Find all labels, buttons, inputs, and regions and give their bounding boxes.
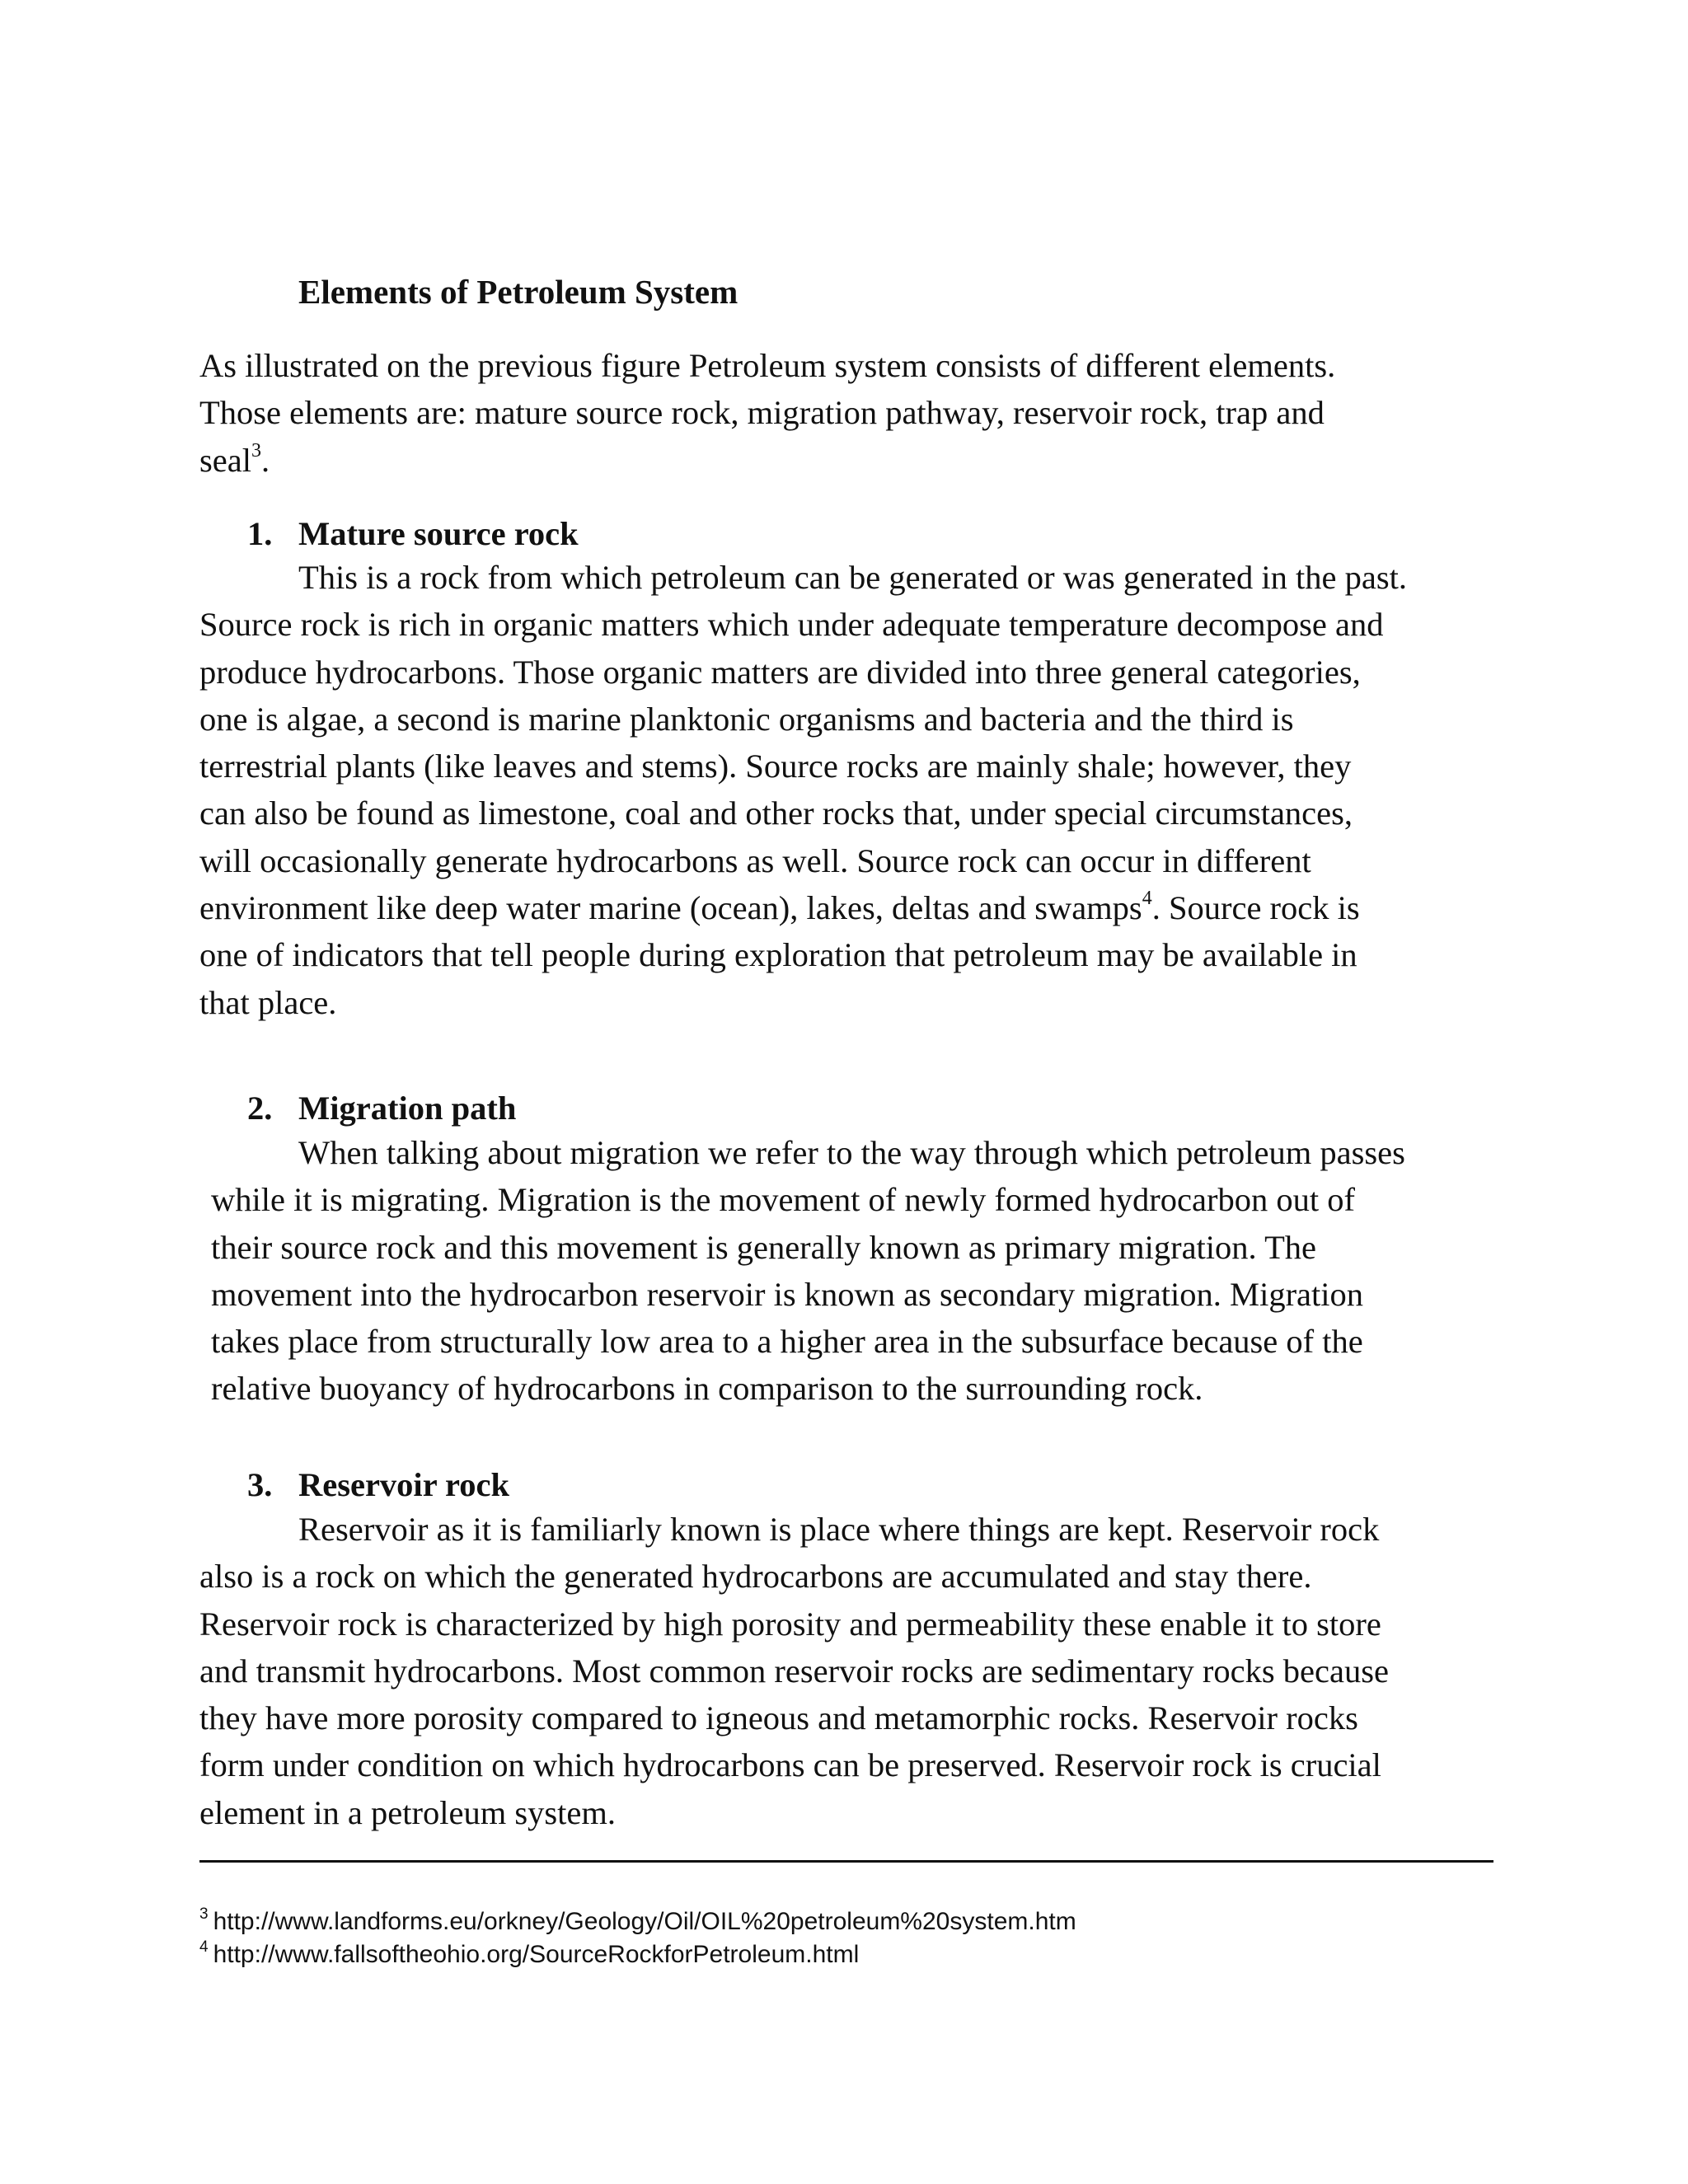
body-line: terrestrial plants (like leaves and stems). Source rocks are mainly shale; however, they [199,748,1352,785]
body-line: their source rock and this movement is generally known as primary migration. The [211,1228,1317,1266]
footnote-ref-3[interactable]: 3 [251,439,261,462]
body-line: will occasionally generate hydrocarbons as well. Source rock can occur in different [199,841,1311,879]
body-line: Reservoir as it is familiarly known is place where things are kept. Reservoir rock [298,1511,1380,1548]
section-title: Mature source rock [298,515,579,552]
intro-line: As illustrated on the previous figure Petroleum system consists of different elements. [199,347,1336,384]
body-line: takes place from structurally low area to a higher area in the subsurface because of the [211,1323,1363,1361]
section-number: 1. [247,515,273,552]
section-title: Migration path [298,1090,517,1127]
body-line: can also be found as limestone, coal and other rocks that, under special circumstances, [199,794,1353,832]
body-line: This is a rock from which petroleum can be generated or was generated in the past. [298,559,1408,596]
intro-line [199,437,1584,484]
body-line: form under condition on which hydrocarbons can be preserved. Reservoir rock is crucial [199,1746,1381,1784]
body-line-end: . Source rock is [1151,889,1360,927]
section-title: Reservoir rock [298,1466,510,1503]
body-line: Reservoir rock is characterized by high porosity and permeability these enable it to store [199,1605,1381,1643]
body-line [199,884,1584,931]
body-line: and transmit hydrocarbons. Most common reservoir rocks are sedimentary rocks because [199,1652,1389,1690]
body-line: relative buoyancy of hydrocarbons in comparison to the surrounding rock. [211,1370,1203,1408]
footnote-mark: 4 [199,1938,209,1956]
footnote-4 [199,1938,1076,1971]
footnote-ref-4[interactable]: 4 [1142,888,1152,910]
body-line: movement into the hydrocarbon reservoir is known as secondary migration. Migration [211,1275,1364,1313]
intro-paragraph [199,342,1584,484]
footnote-mark: 3 [199,1905,209,1923]
body-line: that place. [199,983,337,1021]
intro-line: Those elements are: mature source rock, migration pathway, reservoir rock, trap and [199,394,1325,432]
footnote-link[interactable]: http://www.landforms.eu/orkney/Geology/Oil/OIL%20petroleum%20system.htm [213,1908,1076,1935]
footnote-link[interactable]: http://www.fallsoftheohio.org/SourceRockforPetroleum.html [213,1941,860,1968]
body-line: Source rock is rich in organic matters which under adequate temperature decompose and [199,606,1384,644]
section-body-migration-path [211,1129,1596,1413]
body-line: while it is migrating. Migration is the movement of newly formed hydrocarbon out of [211,1181,1355,1219]
intro-line-end: . [260,441,270,479]
section-body-reservoir-rock [199,1506,1584,1836]
body-line: one is algae, a second is marine planktonic organisms and bacteria and the third is [199,700,1294,738]
body-line: element in a petroleum system. [199,1793,616,1831]
section-body-mature-source-rock [199,554,1584,1026]
section-number: 2. [247,1090,273,1127]
page-title: Elements of Petroleum System [298,273,738,311]
section-number: 3. [247,1466,273,1503]
footnotes [199,1905,1076,1971]
body-line-text: environment like deep water marine (ocean), lakes, deltas and swamps [199,889,1142,927]
body-line: When talking about migration we refer to the way through which petroleum passes [298,1134,1405,1171]
footnote-3 [199,1905,1076,1938]
body-line: they have more porosity compared to igneous and metamorphic rocks. Reservoir rocks [199,1699,1358,1737]
body-line: also is a rock on which the generated hydrocarbons are accumulated and stay there. [199,1558,1312,1596]
body-line: one of indicators that tell people during exploration that petroleum may be available in [199,936,1357,974]
footnote-separator [199,1860,1493,1863]
body-line: produce hydrocarbons. Those organic matters are divided into three general categories, [199,653,1361,691]
intro-line-text: seal [199,441,251,479]
